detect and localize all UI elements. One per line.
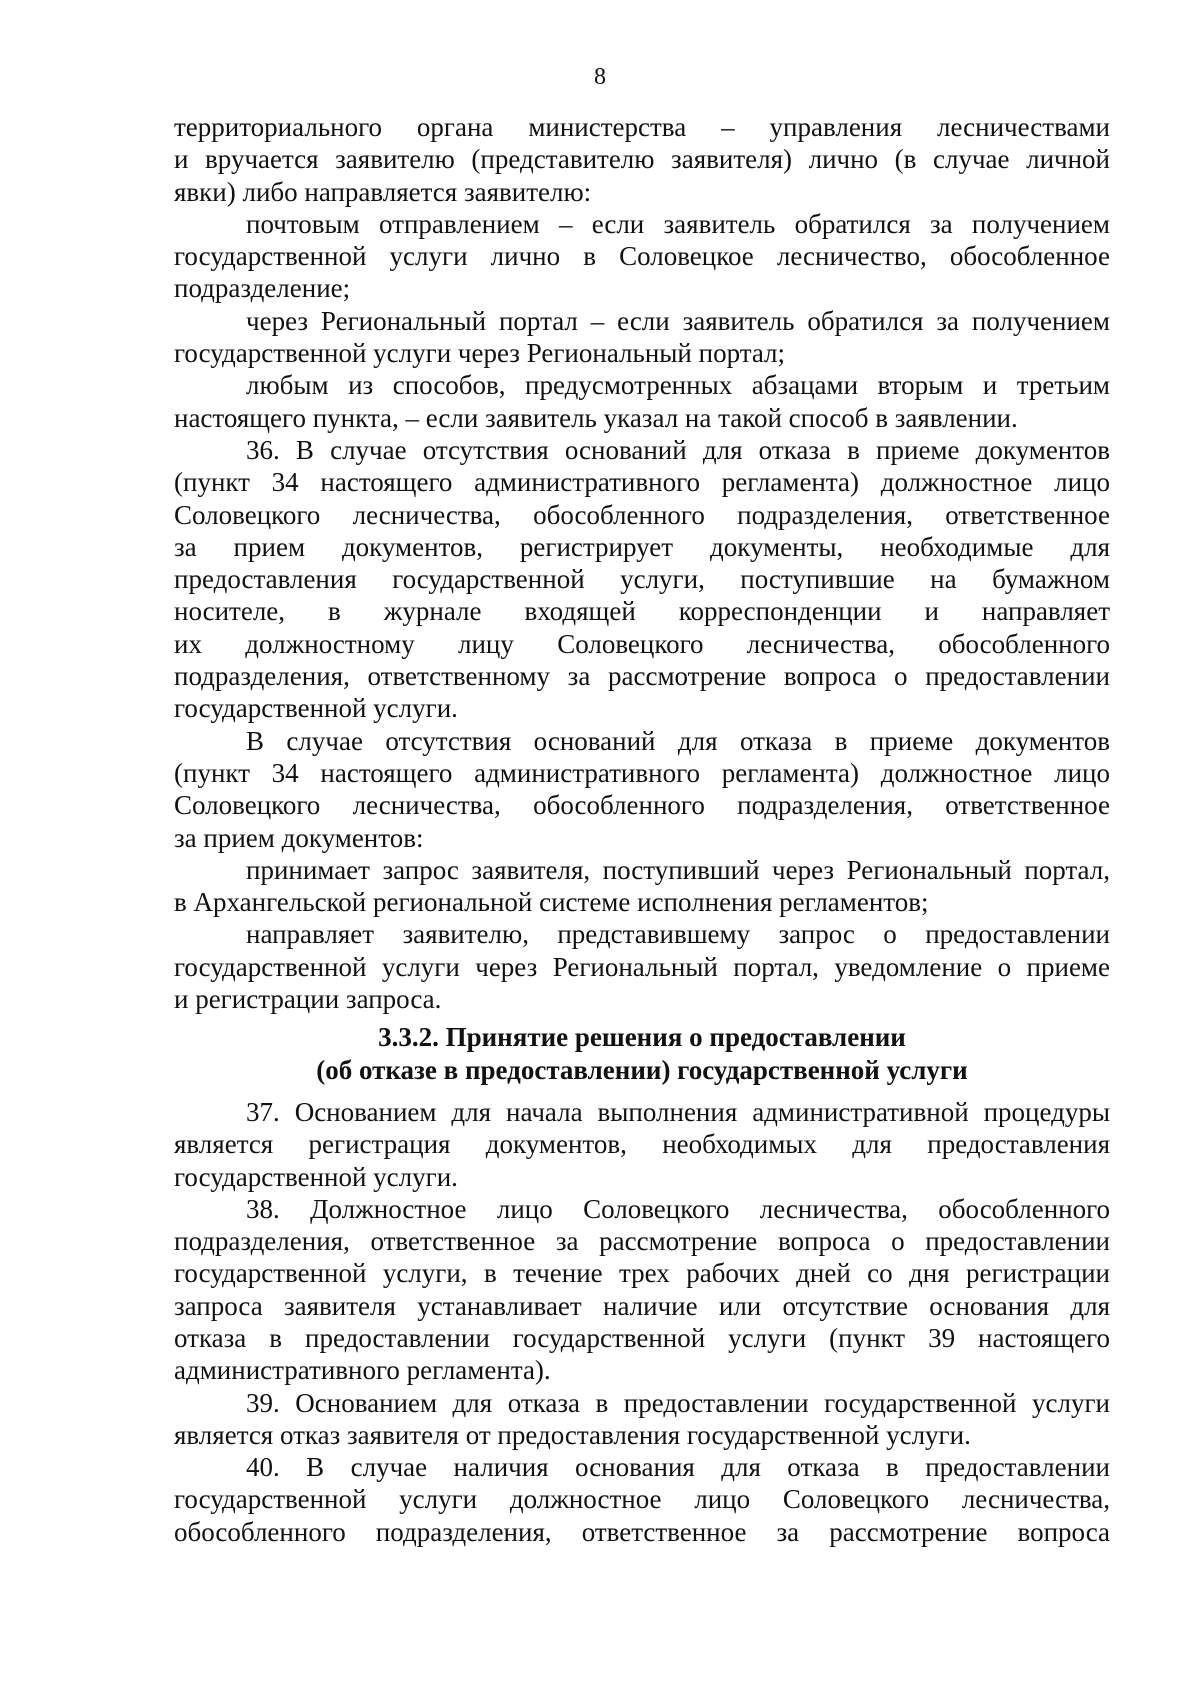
page-number: 8 bbox=[594, 64, 606, 90]
text-line: принимает запрос заявителя, поступивший через Региональный портал, bbox=[246, 854, 1110, 885]
paragraph-postal bbox=[174, 208, 1110, 305]
paragraph-38 bbox=[174, 1193, 1110, 1387]
text-line: государственной услуги. bbox=[174, 693, 458, 724]
text-line: и вручается заявителю (представителю заявителя) лично (в случае личной bbox=[174, 144, 1110, 175]
text-line: почтовым отправлением – если заявитель обратился за получением bbox=[246, 208, 1110, 239]
text-line: государственной услуги через Региональный портал; bbox=[174, 338, 786, 369]
text-line: является регистрация документов, необходимых для предоставления bbox=[174, 1129, 1110, 1160]
spacer bbox=[174, 1086, 1110, 1096]
paragraph-39 bbox=[174, 1387, 1110, 1452]
text-line: государственной услуги лично в Соловецкое лесничество, обособленное bbox=[174, 241, 1110, 272]
text-line: направляет заявителю, представившему запрос о предоставлении bbox=[246, 919, 1110, 950]
text-line: территориального органа министерства – управления лесничествами bbox=[174, 112, 1110, 142]
heading-line: 3.3.2. Принятие решения о предоставлении bbox=[378, 1022, 906, 1053]
text-line: явки) либо направляется заявителю: bbox=[174, 176, 592, 207]
text-line: подразделения, ответственному за рассмотрение вопроса о предоставлении bbox=[174, 661, 1110, 692]
text-line: любым из способов, предусмотренных абзацами вторым и третьим bbox=[246, 370, 1110, 401]
text-line: административного регламента). bbox=[174, 1355, 551, 1386]
paragraph-notifies bbox=[174, 918, 1110, 1015]
text-line: 40. В случае наличия основания для отказа в предоставлении bbox=[246, 1452, 1110, 1483]
text-line: подразделения, ответственное за рассмотрение вопроса о предоставлении bbox=[174, 1226, 1110, 1257]
text-line: настоящего пункта, – если заявитель указал на такой способ в заявлении. bbox=[174, 402, 1018, 433]
text-line: Соловецкого лесничества, обособленного подразделения, ответственное bbox=[174, 790, 1110, 821]
text-line: запроса заявителя устанавливает наличие или отсутствие основания для bbox=[174, 1290, 1110, 1321]
paragraph-no-grounds bbox=[174, 725, 1110, 854]
text-line: (пункт 34 настоящего административного регламента) должностное лицо bbox=[174, 467, 1110, 498]
text-line: обособленного подразделения, ответственное за рассмотрение вопроса bbox=[174, 1516, 1110, 1547]
text-line: 39. Основанием для отказа в предоставлении государственной услуги bbox=[246, 1387, 1110, 1418]
text-line: В случае отсутствия оснований для отказа в приеме документов bbox=[246, 725, 1110, 756]
text-line: их должностному лицу Соловецкого лесничества, обособленного bbox=[174, 628, 1110, 659]
text-line: (пункт 34 настоящего административного регламента) должностное лицо bbox=[174, 757, 1110, 788]
text-line: за прием документов: bbox=[174, 822, 424, 853]
text-line: 37. Основанием для начала выполнения административной процедуры bbox=[246, 1096, 1110, 1127]
text-line: 38. Должностное лицо Соловецкого лесничества, обособленного bbox=[246, 1193, 1110, 1224]
section-heading bbox=[174, 1021, 1110, 1086]
text-line: государственной услуги. bbox=[174, 1161, 458, 1192]
text-line: и регистрации запроса. bbox=[174, 984, 442, 1015]
text-line: 36. В случае отсутствия оснований для отказа в приеме документов bbox=[246, 434, 1110, 465]
text-line: в Архангельской региональной системе исполнения регламентов; bbox=[174, 887, 929, 918]
text-line: отказа в предоставлении государственной услуги (пункт 39 настоящего bbox=[174, 1322, 1110, 1353]
text-line: государственной услуги, в течение трех рабочих дней со дня регистрации bbox=[174, 1258, 1110, 1289]
text-line: государственной услуги через Региональный портал, уведомление о приеме bbox=[174, 951, 1110, 982]
paragraph-continuation bbox=[174, 111, 1110, 208]
text-line: за прием документов, регистрирует документы, необходимые для bbox=[174, 531, 1110, 562]
paragraph-36 bbox=[174, 434, 1110, 725]
text-line: носителе, в журнале входящей корреспонденции и направляет bbox=[174, 596, 1110, 627]
paragraph-any-method bbox=[174, 369, 1110, 434]
paragraph-37 bbox=[174, 1096, 1110, 1193]
document-body bbox=[174, 111, 1110, 1548]
text-line: государственной услуги должностное лицо Соловецкого лесничества, bbox=[174, 1484, 1110, 1515]
paragraph-portal bbox=[174, 305, 1110, 370]
text-line: Соловецкого лесничества, обособленного подразделения, ответственное bbox=[174, 499, 1110, 530]
paragraph-accepts bbox=[174, 854, 1110, 919]
text-line: является отказ заявителя от предоставления государственной услуги. bbox=[174, 1419, 971, 1450]
text-line: предоставления государственной услуги, поступившие на бумажном bbox=[174, 564, 1110, 595]
paragraph-40 bbox=[174, 1451, 1110, 1548]
text-line: подразделение; bbox=[174, 273, 351, 304]
text-line: через Региональный портал – если заявитель обратился за получением bbox=[246, 305, 1110, 336]
heading-line: (об отказе в предоставлении) государственной услуги bbox=[316, 1054, 968, 1085]
